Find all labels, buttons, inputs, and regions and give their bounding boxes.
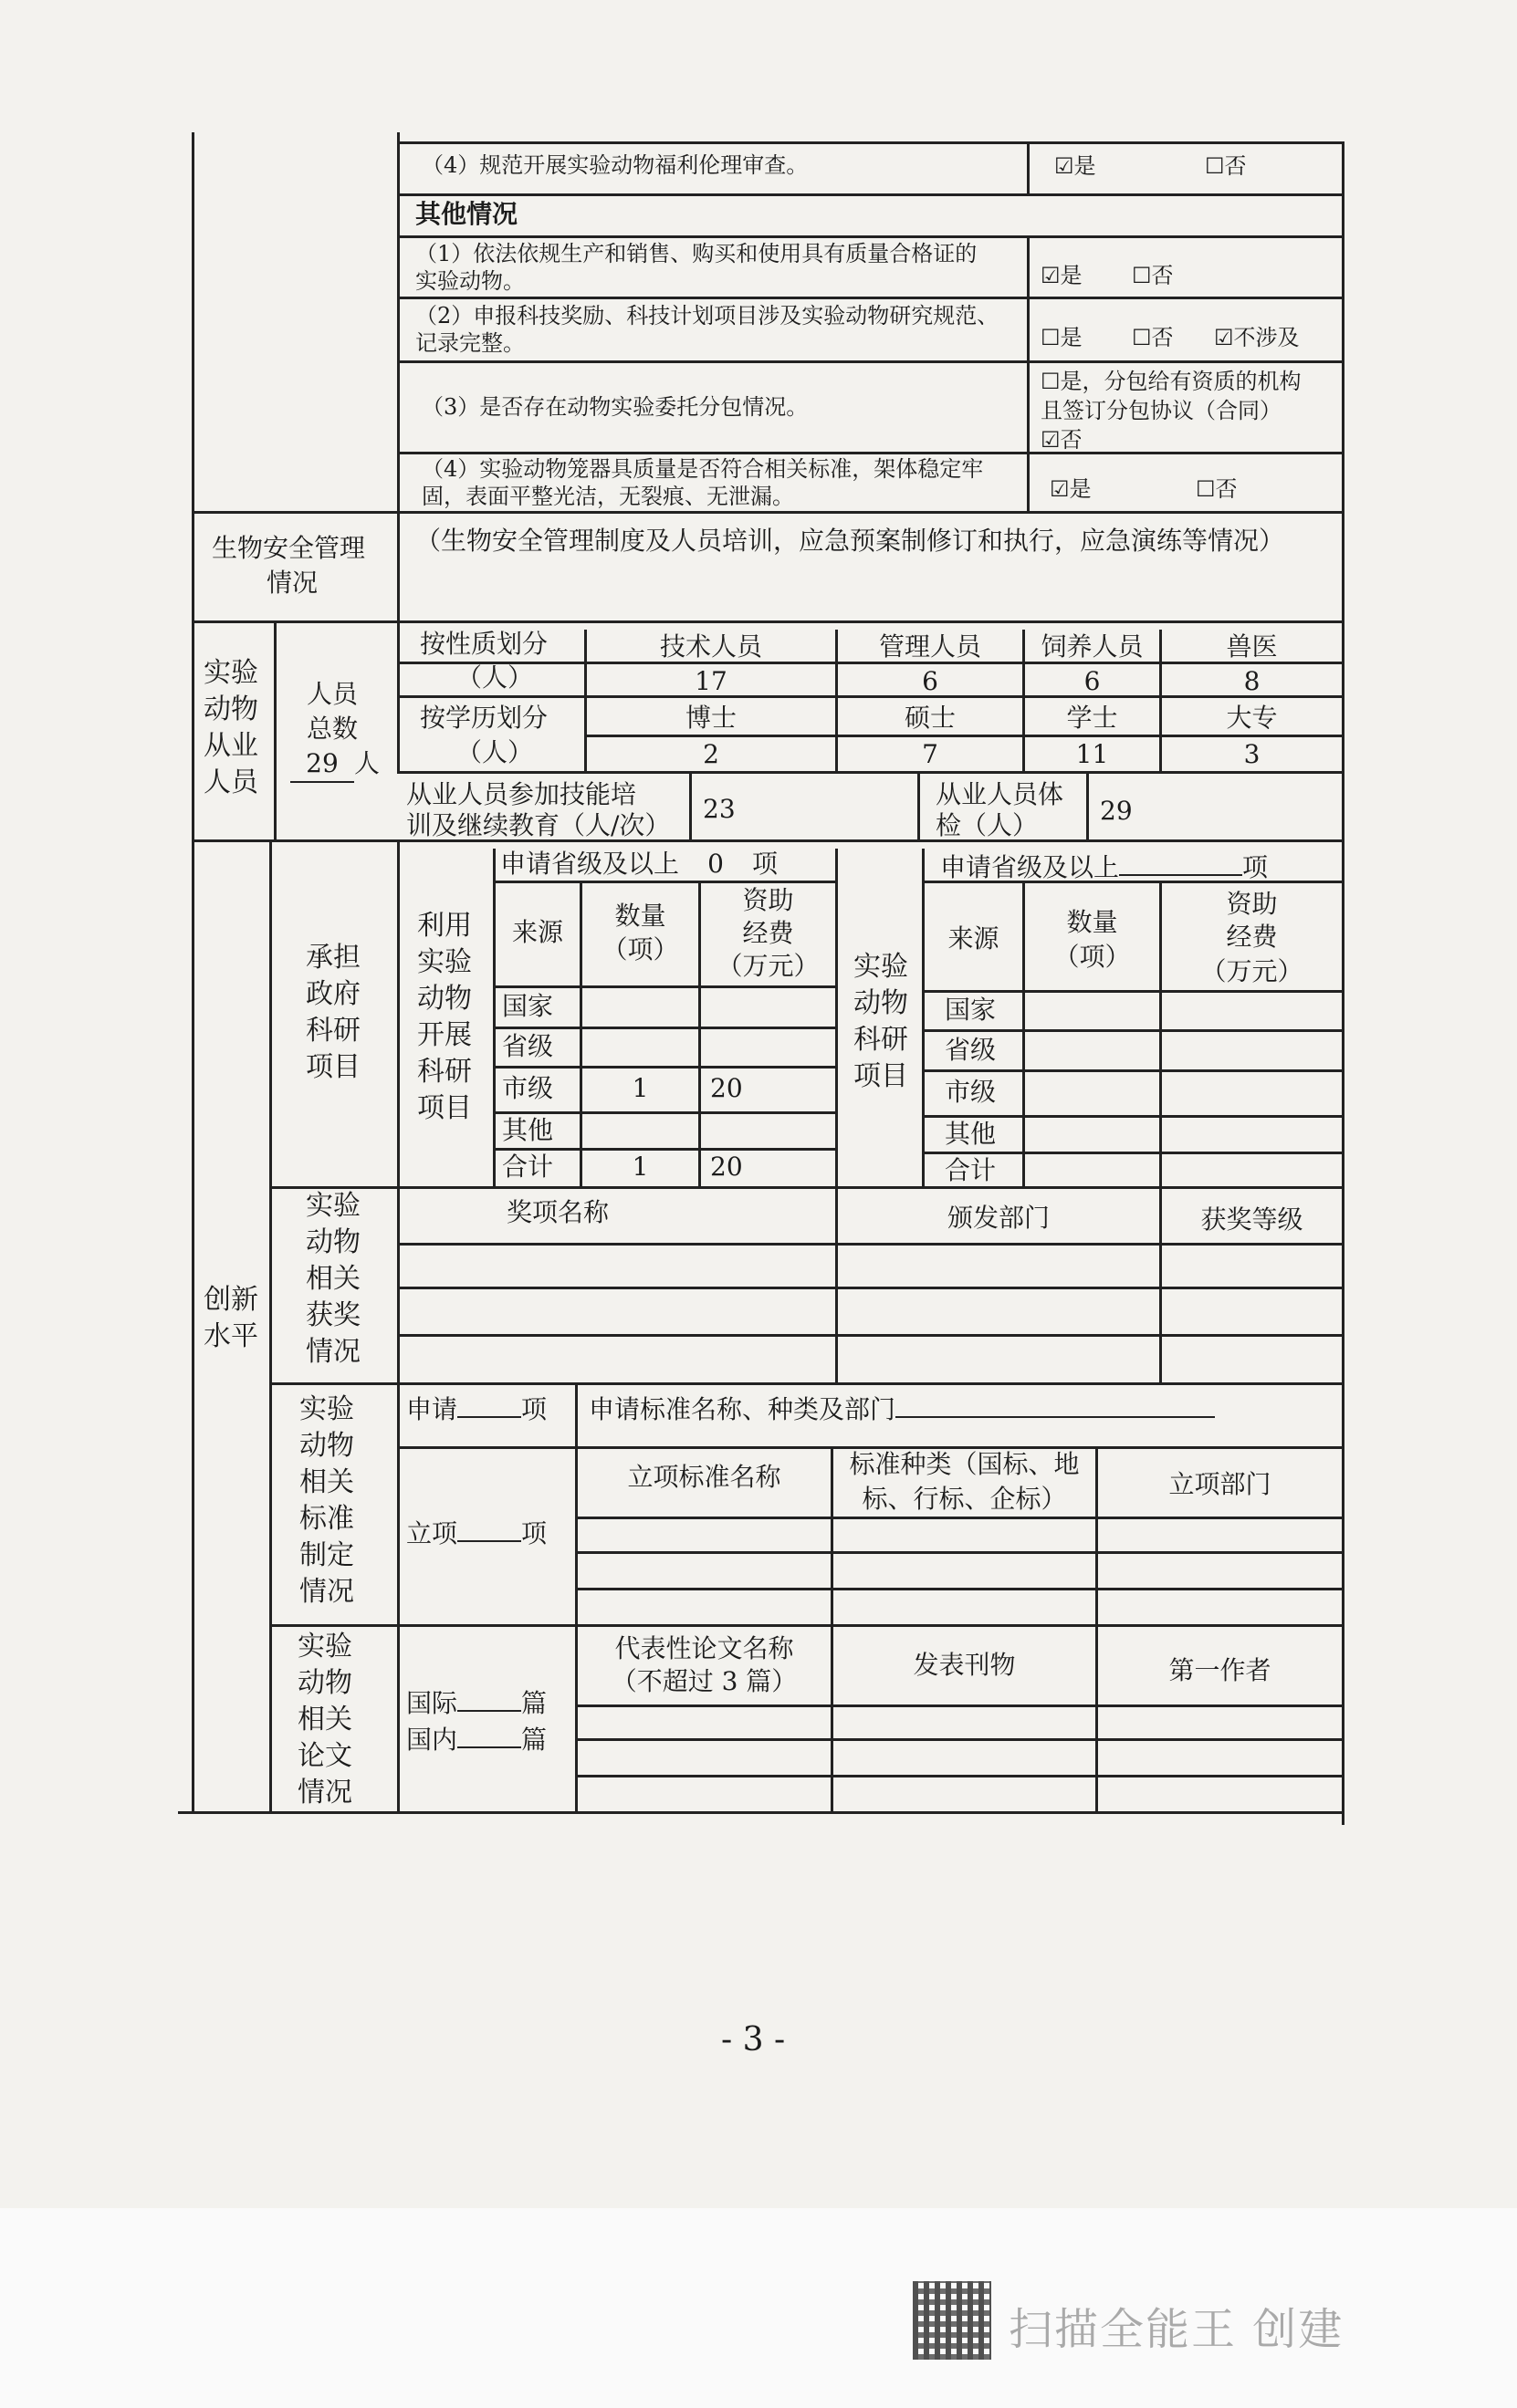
q4-yes-checkbox[interactable]: ☑是 [1050,476,1092,502]
training-label2: 训及继续教育（人/次） [406,810,671,840]
ethics-yes-checkbox[interactable]: ☑是 [1054,153,1096,179]
staff-total [290,746,380,783]
training-value: 23 [703,794,736,824]
rule [397,839,400,1811]
type-header: 兽医 [1226,631,1278,662]
innovation-section-label [194,1282,268,1355]
label-char: 利用 [417,910,472,942]
rule [835,849,838,1186]
right-row-source: 其他 [945,1119,997,1149]
label-char: 动物 [299,1430,354,1462]
rule [397,1287,1342,1289]
type-header: 饲养人员 [1041,631,1144,662]
rule [922,849,925,1186]
label-char: 实验 [417,946,472,978]
left-fund-header1: 资助 [742,885,794,915]
watermark-text: 扫描全能王 创建 [1009,2304,1344,2355]
label-char: 项目 [853,1060,908,1092]
label-char: 制定 [299,1539,354,1571]
ethics-no-checkbox[interactable]: ☐否 [1205,153,1247,179]
standards-apply-text [589,1392,1215,1427]
left-count-value: 1 [632,1073,649,1103]
label-char: 水平 [204,1320,258,1352]
q1-text-line2: 实验动物。 [415,268,525,294]
rule [689,771,692,839]
other-section-title: 其他情况 [415,199,518,229]
left-source-header: 来源 [511,917,563,947]
label-char: 项目 [306,1051,361,1083]
q4-text-line2: 固，表面平整光洁，无裂痕、无泄漏。 [422,484,794,509]
staff-section-label [199,655,263,801]
left-count-header2: （项） [602,934,679,964]
q4-text-line1: （4）实验动物笼器具质量是否符合相关标准，架体稳定牢 [422,456,984,482]
rule [397,360,1342,363]
rule [397,297,1342,299]
edu-header: 大专 [1226,703,1278,733]
apply-prefix: 申请省级及以上 [500,849,680,879]
left-projects-label [408,908,481,1127]
q3-option-yes-line1[interactable]: ☐是，分包给有资质的机构 [1041,369,1302,394]
type-value: 6 [1083,666,1101,696]
approved-suffix: 项 [521,1518,548,1548]
left-row-source: 市级 [502,1073,554,1103]
right-fund-header1: 资助 [1226,889,1278,919]
right-row-source: 合计 [945,1155,997,1185]
rule [493,1066,835,1068]
q1-yes-checkbox[interactable]: ☑是 [1041,263,1083,288]
biosafety-text: （生物安全管理制度及人员培训，应急预案制修订和执行，应急演练等情况） [415,526,1285,556]
rule [269,1382,1342,1385]
right-apply-line [940,850,1268,885]
gov-projects-label [297,940,370,1086]
rule [575,1704,1342,1707]
label-char: 科研 [417,1056,472,1088]
type-header: 管理人员 [878,631,981,662]
standards-name-header: 立项标准名称 [627,1462,781,1492]
left-apply-line [500,847,778,883]
rule [493,985,835,988]
left-fund-value: 20 [710,1152,743,1182]
q1-text-line1: （1）依法依规生产和销售、购买和使用具有质量合格证的 [415,241,978,266]
apply-text: 申请标准名称、种类及部门 [589,1394,896,1424]
rule [575,1551,1342,1554]
label-char: 动物 [298,1667,352,1699]
rule [269,839,272,1811]
edu-value: 11 [1075,739,1109,769]
rule [575,1588,1342,1590]
label-char: 人员 [204,766,258,798]
ethics-question: （4）规范开展实验动物福利伦理审查。 [422,152,809,178]
label-char: 开展 [417,1019,472,1051]
by-type-label2: （人） [456,662,534,693]
rule [1095,1624,1098,1811]
papers-name-header1: 代表性论文名称 [614,1633,794,1663]
q4-no-checkbox[interactable]: ☐否 [1196,476,1238,502]
label-char: 相关 [298,1704,352,1736]
label-char: 实验 [298,1631,352,1663]
left-row-source: 其他 [502,1115,554,1145]
q2-text-line2: 记录完整。 [415,330,525,356]
papers-label [288,1629,361,1811]
rule [397,193,1342,196]
q2-not-applicable-checkbox[interactable]: ☑不涉及 [1214,325,1300,350]
rule [493,849,496,1186]
training-label1: 从业人员参加技能培 [406,779,637,809]
label-char: 论文 [298,1740,352,1772]
label-char: 项目 [417,1092,472,1124]
label-char: 科研 [853,1024,908,1056]
staff-total-label1: 人员 [307,679,359,709]
type-value: 8 [1243,666,1261,696]
label-char: 实验 [204,657,258,689]
rule [1027,235,1030,511]
approved-prefix: 立项 [406,1518,458,1548]
standards-label [290,1392,363,1611]
edu-value: 3 [1243,739,1261,769]
staff-total-label2: 总数 [307,714,359,744]
label-char: 政府 [306,978,361,1010]
rule [192,620,1342,623]
scanner-watermark [913,2281,1387,2372]
page-number: - 3 - [721,2021,786,2059]
label-char: 动物 [306,1226,361,1258]
staff-total-unit: 人 [354,748,381,778]
label-char: 情况 [298,1777,352,1809]
biosafety-label-line2: 情况 [267,568,319,598]
frame-left [192,132,194,1811]
label-char: 动物 [853,987,908,1019]
right-count-header2: （项） [1053,942,1131,972]
dom-prefix: 国内 [406,1725,458,1755]
by-edu-label1: 按学历划分 [420,703,549,733]
frame-right [1342,141,1344,1825]
label-char: 相关 [299,1466,354,1498]
label-char: 承担 [306,942,361,974]
type-value: 6 [922,666,938,696]
rule [269,1624,1342,1627]
rule [274,620,277,839]
q2-text-line1: （2）申报科技奖励、科技计划项目涉及实验动物研究规范、 [415,303,999,328]
label-char: 实验 [299,1393,354,1425]
edu-value: 7 [922,739,938,769]
label-char: 科研 [306,1015,361,1047]
edu-header: 硕士 [904,703,956,733]
rule [575,1517,1342,1519]
left-row-source: 合计 [502,1152,554,1182]
rule [192,511,1342,514]
type-value: 17 [695,666,727,696]
label-char: 动物 [417,983,472,1015]
label-char: 创新 [204,1284,258,1316]
standards-apply [406,1392,547,1427]
papers-journal-header: 发表刊物 [913,1650,1016,1680]
rule [922,1069,1342,1072]
label-char: 实验 [853,951,908,983]
rule [397,235,1342,238]
rule [1027,141,1030,196]
standards-type-header2: 标、行标、企标） [862,1484,1067,1514]
standards-dept-header: 立项部门 [1168,1469,1271,1499]
apply-suffix: 项 [521,1394,548,1424]
left-row-source: 国家 [502,991,554,1021]
apply-suffix: 项 [1242,852,1269,882]
rule [575,1775,1342,1777]
papers-name-header2: （不超过 3 篇） [611,1666,798,1696]
q2-yes-checkbox[interactable]: ☐是 [1041,325,1083,350]
label-char: 情况 [299,1576,354,1608]
label-char: 相关 [306,1263,361,1295]
left-count-value: 1 [632,1152,649,1182]
apply-prefix: 申请省级及以上 [940,852,1120,882]
intl-suffix: 篇 [521,1688,548,1718]
rule [397,1243,1342,1246]
papers-intl [406,1686,547,1721]
rule [1086,771,1089,839]
q1-no-checkbox[interactable]: ☐否 [1132,263,1174,288]
papers-domestic [406,1723,547,1757]
label-char: 获奖 [306,1299,361,1331]
right-count-header1: 数量 [1066,907,1118,937]
left-fund-value: 20 [710,1073,743,1103]
left-apply-value: 0 [679,847,752,883]
q3-option-yes-line2: 且签订分包协议（合同） [1041,398,1282,423]
right-row-source: 市级 [945,1077,997,1107]
exam-label1: 从业人员体 [936,779,1064,809]
right-fund-header3: （万元） [1200,956,1303,986]
awards-level-header: 获奖等级 [1200,1204,1303,1235]
awards-label [297,1188,370,1371]
intl-prefix: 国际 [406,1688,458,1718]
rule [192,839,1342,842]
by-type-label1: 按性质划分 [420,629,549,659]
frame-bottom [178,1811,1344,1814]
label-char: 动物 [204,693,258,725]
right-source-header: 来源 [947,923,999,954]
awards-name-header: 奖项名称 [507,1197,610,1227]
edu-header: 博士 [685,703,737,733]
label-char: 情况 [306,1336,361,1368]
apply-suffix: 项 [752,849,779,879]
left-fund-header2: 经费 [742,918,794,948]
qr-code-icon [913,2281,991,2360]
rule [269,1186,1342,1189]
standards-approved [406,1517,547,1551]
left-row-source: 省级 [502,1031,554,1061]
dom-suffix: 篇 [521,1725,548,1755]
left-fund-header3: （万元） [717,951,820,981]
rule [397,141,1342,144]
type-header: 技术人员 [659,631,762,662]
q2-no-checkbox[interactable]: ☐否 [1132,325,1174,350]
rule [917,771,920,839]
right-projects-label [844,949,917,1095]
rule [922,1029,1342,1032]
label-char: 标准 [299,1503,354,1535]
q3-no-checkbox[interactable]: ☑否 [1041,427,1083,453]
edu-header: 学士 [1066,703,1118,733]
rule [397,511,400,620]
edu-value: 2 [703,739,719,769]
right-row-source: 省级 [945,1035,997,1065]
biosafety-label-line1: 生物安全管理 [212,533,366,563]
rule [575,1738,1342,1741]
staff-total-value: 29 [290,746,354,783]
rule [397,1334,1342,1337]
left-count-header1: 数量 [614,901,666,931]
exam-label2: 检（人） [936,810,1039,840]
right-fund-header2: 经费 [1226,922,1278,952]
q3-text: （3）是否存在动物实验委托分包情况。 [422,394,809,420]
label-char: 实验 [306,1190,361,1222]
label-char: 从业 [204,730,258,762]
awards-dept-header: 颁发部门 [947,1203,1050,1233]
right-row-source: 国家 [945,995,997,1025]
by-edu-label2: （人） [456,737,534,767]
papers-author-header: 第一作者 [1168,1655,1271,1685]
standards-type-header1: 标准种类（国标、地 [849,1449,1080,1479]
exam-value: 29 [1100,796,1133,826]
apply-prefix: 申请 [406,1394,458,1424]
